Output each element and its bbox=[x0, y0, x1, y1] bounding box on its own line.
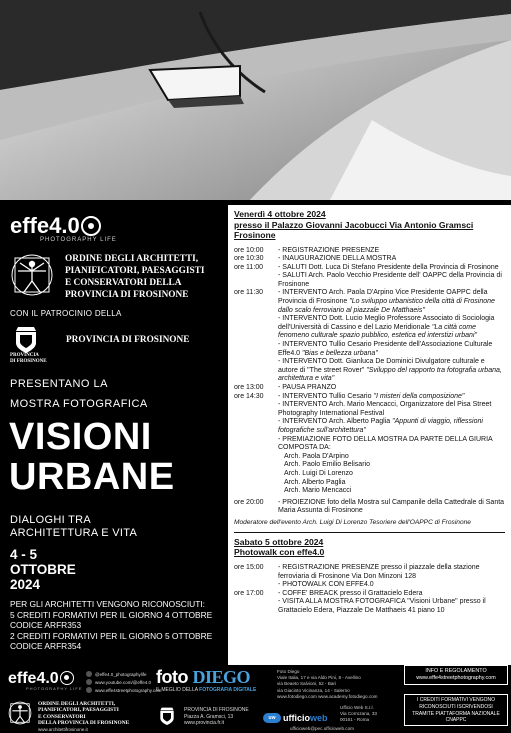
globe-icon bbox=[86, 687, 92, 693]
schedule-item: ore 20:00 - PROIEZIONE foto della Mostra sul Campanile della Cattedrale di Santa Maria Assunta di Frosinone bbox=[234, 498, 505, 515]
schedule-item: - PHOTOWALK CON EFFE4.0 bbox=[278, 581, 374, 589]
ufficioweb-logo: uw ufficioweb bbox=[263, 709, 328, 727]
jury-member: Arch. Alberto Paglia bbox=[284, 478, 346, 486]
cfp-box: I CREDITI FORMATIVI VENGONO RICONOSCIUTI ISCRIVENDOSI TRAMITE PIATTAFORMA NAZIONALE CNAPPC bbox=[404, 694, 508, 726]
schedule-item: ore 17:00 - COFFE' BREACK presso il Grattacielo Edera bbox=[234, 589, 423, 597]
schedule-item: - INTERVENTO Dott. Gianluca De Dominici Divulgatore culturale e autore di "The street Rover" "Sviluppo del rapporto tra fotografia urbana, architettura e vita" bbox=[278, 358, 502, 383]
day1-heading: Venerdì 4 ottobre 2024 presso il Palazzo Giovanni Jacobucci Via Antonio Gramsci Frosinone bbox=[234, 209, 474, 240]
schedule-item: - INTERVENTO Tullio Cesario Presidente dell'Associazione Culturale Effe4.0 "Bias e bellezza urbana" bbox=[278, 341, 493, 357]
schedule-item: ore 14:30 - INTERVENTO Tullio Cesario "I misteri della composizione" bbox=[234, 392, 465, 400]
pec-email[interactable]: ufficioweb@pec.ufficioweb.com bbox=[290, 726, 354, 731]
exhibition-label: MOSTRA FOTOGRAFICA bbox=[10, 398, 148, 410]
schedule-item: ore 10:00 - REGISTRAZIONE PRESENZE bbox=[234, 246, 380, 254]
website-link[interactable]: www.effe4streetphotography.com bbox=[86, 687, 161, 695]
schedule-item: ore 10:30 - INAUGURAZIONE DELLA MOSTRA bbox=[234, 255, 397, 263]
patronage-label: CON IL PATROCINIO DELLA bbox=[10, 309, 122, 318]
schedule-item: - VISITA ALLA MOSTRA FOTOGRAFICA "Visioni Urbane" presso il Grattacielo Edera, Piazzale De Matthaeis 41 piano 10 bbox=[278, 598, 486, 614]
instagram-icon bbox=[86, 671, 92, 677]
jury-member: Arch. Paola D'Arpino bbox=[284, 452, 349, 460]
youtube-link[interactable]: www.youtube.com/@effe4.0 bbox=[86, 679, 161, 687]
effe-logo bbox=[10, 213, 117, 243]
schedule-item: - INTERVENTO Arch. Mario Mencacci, Organizzatore del Pisa Street Photography International Festival bbox=[278, 401, 492, 417]
info-website-link[interactable]: www.effe4streetphotography.com bbox=[416, 675, 496, 681]
jury-member: Arch. Luigi Di Lorenzo bbox=[284, 469, 353, 477]
schedule-item: ore 15:00 - REGISTRAZIONE PRESENZE presso il piazzale della stazione ferroviaria di Frosinone Via Don Minzoni 128 bbox=[234, 563, 480, 580]
youtube-icon bbox=[86, 679, 92, 685]
credits-line: 2 CREDITI FORMATIVI PER IL GIORNO 5 OTTOBRE bbox=[10, 630, 213, 641]
moderator-note: Moderatore dell'evento Arch. Luigi Di Lorenzo Tesoriere dell'OAPPC di Frosinone bbox=[234, 518, 471, 526]
effe-logo-name: effe4.0 bbox=[10, 213, 80, 238]
day2-schedule bbox=[234, 564, 505, 616]
province-website-link[interactable]: www.provincia.fr.it bbox=[184, 720, 225, 726]
order-line: PIANIFICATORI, PAESAGGISTI bbox=[65, 266, 205, 276]
lens-icon bbox=[81, 216, 101, 236]
schedule-item: - PREMIAZIONE FOTO DELLA MOSTRA DA PARTE DELLA GIURIA COMPOSTA DA: bbox=[278, 435, 493, 452]
event-dates: 4 - 5 OTTOBRE 2024 bbox=[10, 547, 76, 592]
foto-diego-address: Foto Diego Viale Italia, 17 e via Aldo Pini, 8 - Avellino via Beaeto Salvioni, 52 - Bari via Giacinto Vicinanza, 14 - Salerno www.fotodiego.com www.academy.fotodiego.com bbox=[277, 669, 378, 699]
province-emblem-label: PROVINCIA DI FROSINONE bbox=[10, 353, 47, 364]
credits-line: PER GLI ARCHITETTI VENGONO RICONOSCIUTI: bbox=[10, 599, 205, 609]
event-subtitle: DIALOGHI TRA ARCHITETTURA E VITA bbox=[10, 514, 138, 539]
jury-member: Arch. Paolo Emilio Belisario bbox=[284, 461, 370, 469]
present-label: PRESENTANO LA bbox=[10, 378, 108, 390]
ufficioweb-address: Ufficio Web S.r.l. Via Corrozana, 33 00161 - Roma bbox=[340, 705, 377, 723]
credits-line: CODICE ARFR353 bbox=[10, 620, 82, 630]
divider bbox=[234, 532, 505, 533]
vitruvian-man-icon bbox=[8, 701, 32, 725]
event-title-line: VISIONI bbox=[9, 416, 152, 458]
architecture-illustration bbox=[0, 0, 511, 200]
credits-info bbox=[10, 599, 230, 652]
schedule-item: ore 11:00 - SALUTI Dott. Luca Di Stefano Presidente della Provincia di Frosinone bbox=[234, 263, 499, 271]
day2-heading: Sabato 5 ottobre 2024 Photowalk con effe4.0 bbox=[234, 536, 325, 558]
jury-member: Arch. Mario Mencacci bbox=[284, 487, 352, 495]
event-title-line: URBANE bbox=[9, 456, 175, 498]
order-line: E CONSERVATORI DELLA bbox=[65, 278, 182, 288]
event-title bbox=[9, 417, 175, 497]
day1-schedule bbox=[234, 247, 505, 527]
footer: effe4.0 PHOTOGRAPHY LIFE @effe4.0_photographylife www.youtube.com/@effe4.0 www.effe4streetphotography.com ORDINE DEGLI ARCHITETTI, PIANIFICATORI, PAESAGGISTI E CONSERVATORI DELLA PROVINCIA DI FROSINONE www.architettifrosinone.it foto DIEGO IL MEGLIO DELLA FOTOGRAFIA DIGITALE PROVINCIA DI FROSINONE Piazza A. Gramsci, 13 www.provincia.fr.it Foto Diego Viale Italia, 17 e via Aldo Pini, 8 - Avellino via Beaeto Salvioni, 52 - Bari via Giacinto Vicinanza, 14 - Salerno www.fotodiego.com www.academy.fotodiego.com uw ufficioweb Ufficio Web S.r.l. Via Corrozana, 33 00161 - Roma ufficioweb@pec.ufficioweb.com INFO E REGOLAMENTO www.effe4streetphotography.com I CREDITI FORMATIVI VENGONO RICONOSCIUTI ISCRIVENDOSI TRAMITE PIATTAFORMA NAZIONALE CNAPPC bbox=[0, 665, 511, 733]
province-emblem-icon bbox=[156, 705, 178, 729]
credits-line: 5 CREDITI FORMATIVI PER IL GIORNO 4 OTTOBRE bbox=[10, 609, 213, 620]
hero-photo bbox=[0, 0, 511, 200]
schedule-item: - INTERVENTO Arch. Alberto Paglia "Appunti di viaggio, riflessioni fotografiche sull'architettura" bbox=[278, 418, 483, 434]
schedule-item: ore 13:00 - PAUSA PRANZO bbox=[234, 384, 337, 391]
province-name: PROVINCIA DI FROSINONE bbox=[66, 335, 190, 345]
lens-icon bbox=[60, 671, 74, 685]
order-line: PROVINCIA DI FROSINONE bbox=[65, 290, 189, 300]
credits-line: CODICE ARFR354 bbox=[10, 641, 82, 651]
info-box: INFO E REGOLAMENTO www.effe4streetphotography.com bbox=[404, 665, 508, 685]
instagram-link[interactable]: @effe4.0_photographylife bbox=[86, 671, 161, 679]
schedule-item: ore 11:30 - INTERVENTO Arch. Paola D'Arpino Vice Presidente OAPPC della Provincia di Frosinone "Lo sviluppo urbanistico della città di Frosinone dallo scalo ferroviario al piazzale De Matthaeis" bbox=[234, 289, 495, 314]
program-panel bbox=[228, 205, 511, 665]
schedule-item: - SALUTI Arch. Paolo Vecchio Presidente dell' OAPPC della Provincia di Frosinone bbox=[278, 272, 502, 288]
effe-logo-tagline: PHOTOGRAPHY LIFE bbox=[40, 237, 117, 243]
vitruvian-man-icon bbox=[10, 253, 54, 297]
order-line: ORDINE DEGLI ARCHITETTI, bbox=[65, 254, 199, 264]
social-links bbox=[86, 671, 161, 695]
footer-effe-logo: effe4.0 PHOTOGRAPHY LIFE bbox=[8, 670, 83, 691]
order-website-link[interactable]: www.architettifrosinone.it bbox=[38, 727, 88, 732]
schedule-item: - INTERVENTO Dott. Lucio Meglio Professore Associato di Sociologia dell'Università di Cassino e del Lazio Meridionale "La città come fenomeno culturale spazio pubblico, estetica ed interstizi urbani" bbox=[278, 315, 495, 340]
foto-diego-logo: foto DIEGO IL MEGLIO DELLA FOTOGRAFIA DIGITALE bbox=[156, 667, 257, 693]
ufficioweb-icon: uw bbox=[263, 713, 281, 723]
